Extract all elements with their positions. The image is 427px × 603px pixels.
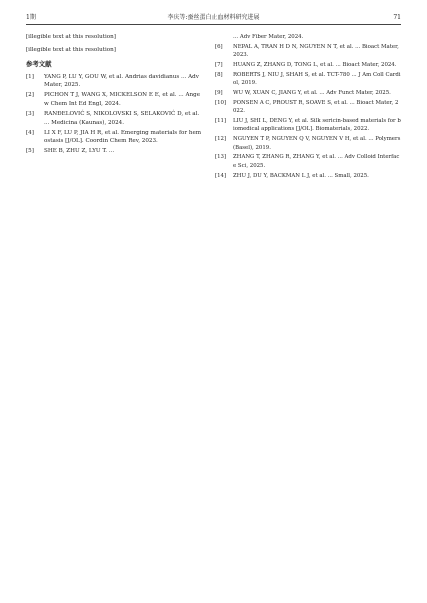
reference-number: [8] — [215, 71, 223, 78]
reference-text: RANĐELOVIĆ S, NIKOLOVSKI S, SELAKOVIĆ D, et al. ... Medicina (Kaunas), 2024. — [44, 110, 200, 126]
reference-number: [7] — [215, 62, 223, 68]
reference-item — [215, 61, 401, 69]
reference-item — [215, 172, 401, 180]
reference-item — [26, 147, 204, 156]
running-title: 李庆等:蚕丝蛋白止血材料研究进展 — [167, 14, 260, 21]
body-paragraph-1: [illegible text at this resolution] — [26, 34, 116, 40]
issue-label: 1期 — [26, 14, 36, 21]
reference-item — [215, 117, 401, 134]
reference-number: [2] — [26, 92, 34, 99]
reference-text: LI X F, LU P, JIA H R, et al. Emerging materials for hemostasis [J/OL]. Coordin Chem Rev, 2023. — [44, 129, 202, 145]
reference-number: [13] — [215, 154, 227, 161]
reference-number: [12] — [215, 136, 227, 143]
reference-list-left — [26, 73, 204, 156]
reference-item — [215, 153, 401, 170]
reference-number: [11] — [215, 118, 227, 124]
body-paragraph-2: [illegible text at this resolution] — [26, 46, 116, 53]
reference-text: YANG P, LU Y, GOU W, et al. Andrias davidianus ... Adv Mater, 2025. — [44, 73, 199, 89]
running-header — [26, 12, 401, 25]
reference-text: LIU J, SHI L, DENG Y, et al. Silk sericin-based materials for biomedical applications [J/OL]. Biomaterials, 2022. — [233, 118, 401, 133]
reference-text: PONSEN A C, PROUST R, SOAVE S, et al. ... Bioact Mater, 2022. — [233, 99, 399, 115]
reference-text: ROBERTS J, NIU J, SHAH S, et al. TCT-780 ... J Am Coll Cardiol, 2019. — [233, 71, 401, 87]
reference-number: [3] — [26, 110, 34, 117]
reference-number: [4] — [26, 129, 34, 136]
reference-item — [215, 43, 401, 60]
reference-item — [215, 71, 401, 88]
reference-number: [5] — [26, 148, 34, 155]
reference-number: [6] — [215, 43, 223, 50]
reference-item — [215, 33, 401, 41]
reference-text: WU W, XUAN C, JIANG Y, et al. ... Adv Funct Mater, 2025. — [233, 90, 391, 96]
reference-number: [10] — [215, 99, 227, 106]
page-number: 71 — [393, 14, 401, 21]
reference-item — [215, 135, 401, 152]
reference-text: SHE B, ZHU Z, LYU T. ... — [44, 148, 115, 155]
right-column — [215, 33, 401, 593]
reference-number: [14] — [215, 172, 227, 179]
reference-number: [9] — [215, 90, 223, 96]
reference-item — [215, 99, 401, 116]
reference-text: ... Adv Fiber Mater, 2024. — [233, 34, 304, 40]
reference-text: HUANG Z, ZHANG D, TONG L, et al. ... Bioact Mater, 2024. — [233, 62, 397, 68]
reference-text: ZHU J, DU Y, BACKMAN L J, et al. ... Small, 2025. — [233, 172, 369, 179]
reference-item — [215, 89, 401, 97]
reference-text: ZHANG T, ZHANG R, ZHANG Y, et al. ... Adv Colloid Interface Sci, 2025. — [233, 154, 400, 169]
reference-text: NGUYEN T P, NGUYEN Q V, NGUYEN V H, et al. ... Polymers (Basel), 2019. — [233, 136, 401, 151]
reference-item — [26, 91, 204, 108]
reference-item — [26, 110, 204, 127]
left-column — [26, 33, 204, 593]
reference-number: [1] — [26, 73, 34, 80]
reference-item — [26, 73, 204, 90]
reference-text: PICHON T J, WANG X, MICKELSON E E, et al. ... Angew Chem Int Ed Engl, 2024. — [44, 92, 201, 107]
references-heading: 参考文献 — [26, 60, 52, 69]
reference-text: NEPAL A, TRAN H D N, NGUYEN N T, et al. ... Bioact Mater, 2023. — [233, 43, 399, 59]
reference-item — [26, 129, 204, 146]
